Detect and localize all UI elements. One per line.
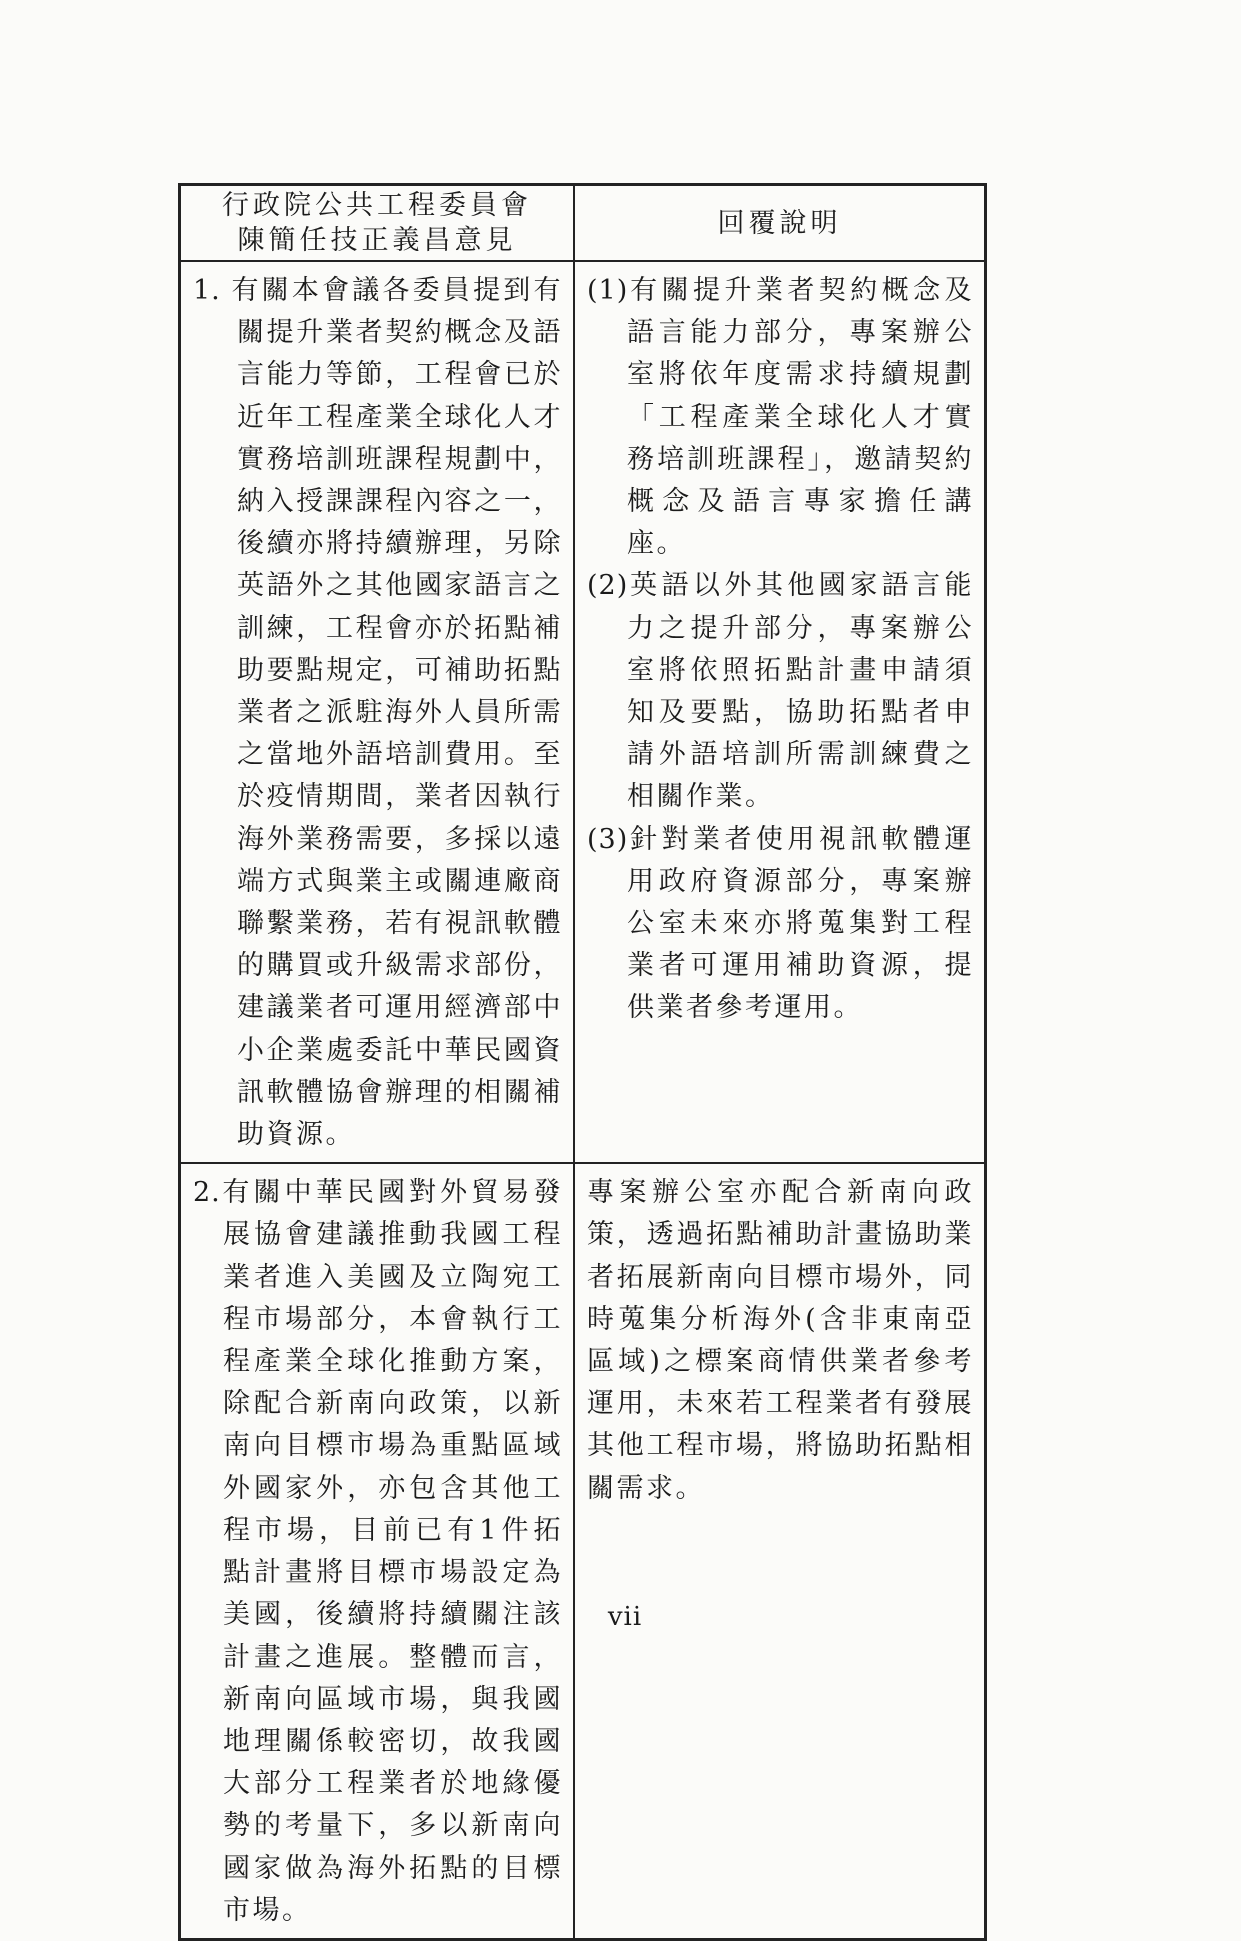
response-paragraph (587, 1172, 974, 1510)
row1-comment-cell (181, 262, 573, 1162)
comment-item-1 (193, 270, 563, 1156)
item-text: 有關本會議各委員提到有關提升業者契約概念及語言能力等節，工程會已於近年工程產業全球化人才實務培訓班課程規劃中，納入授課課程內容之一，後續亦將持續辦理，另除英語外之其他國家語言之訓練，工程會亦於拓點補助要點規定，可補助拓點業者之派駐海外人員所需之當地外語培訓費用。至於疫情期間，業者因執行海外業務需要，多採以遠端方式與業主或關連廠商聯繫業務，若有視訊軟體的購買或升級需求部份，建議業者可運用經濟部中小企業處委託中華民國資訊軟體協會辦理的相關補助資源。 (230, 275, 563, 1151)
item-number: 1. (193, 275, 221, 306)
response-item-2 (587, 565, 974, 818)
item-number: (1) (587, 275, 629, 306)
header-left-line2: 陳簡任技正義昌意見 (237, 225, 517, 256)
item-number: 2. (193, 1177, 221, 1209)
item-text: 專案辦公室亦配合新南向政策，透過拓點補助計畫協助業者拓展新南向目標市場外，同時蒐集分析海外(含非東南亞區域)之標案商情供業者參考運用，未來若工程業者有發展其他工程市場，將協助拓點相關需求。 (587, 1177, 974, 1504)
response-item-1 (587, 270, 974, 565)
response-item-3 (587, 819, 974, 1030)
table-header-right (573, 186, 984, 260)
table-header-left (181, 186, 573, 260)
table-row (181, 260, 984, 1162)
item-number: (3) (587, 823, 629, 855)
item-text: 有關提升業者契約概念及語言能力部分，專案辦公室將依年度需求持續規劃「工程產業全球化人才實務培訓班課程」，邀請契約概念及語言專家擔任講座。 (627, 275, 974, 560)
page-number: vii (607, 1602, 643, 1632)
row2-comment-cell (181, 1164, 573, 1938)
header-right-title: 回覆說明 (717, 207, 842, 239)
item-text: 針對業者使用視訊軟體運用政府資源部分，專案辦公室未來亦將蒐集對工程業者可運用補助資源，提供業者參考運用。 (627, 823, 974, 1024)
row1-response-cell (573, 262, 984, 1162)
row2-response-cell (573, 1164, 984, 1938)
header-left-line1: 行政院公共工程委員會 (222, 190, 532, 221)
item-text: 英語以外其他國家語言能力之提升部分，專案辦公室將依照拓點計畫申請須知及要點，協助拓點者申請外語培訓所需訓練費之相關作業。 (627, 570, 974, 813)
table-row (181, 1162, 984, 1938)
comment-item-2 (193, 1172, 563, 1932)
item-number: (2) (587, 570, 629, 602)
table-header-row (181, 186, 984, 260)
item-text: 有關中華民國對外貿易發展協會建議推動我國工程業者進入美國及立陶宛工程市場部分，本會執行工程產業全球化推動方案，除配合新南向政策，以新南向目標市場為重點區域外國家外，亦包含其他工程市場，目前已有1件拓點計畫將目標市場設定為美國，後續將持續關注該計畫之進展。整體而言，新南向區域市場，與我國地理關係較密切，故我國大部分工程業者於地緣優勢的考量下，多以新南向國家做為海外拓點的目標市場。 (220, 1177, 563, 1926)
comment-response-table (178, 183, 987, 1941)
